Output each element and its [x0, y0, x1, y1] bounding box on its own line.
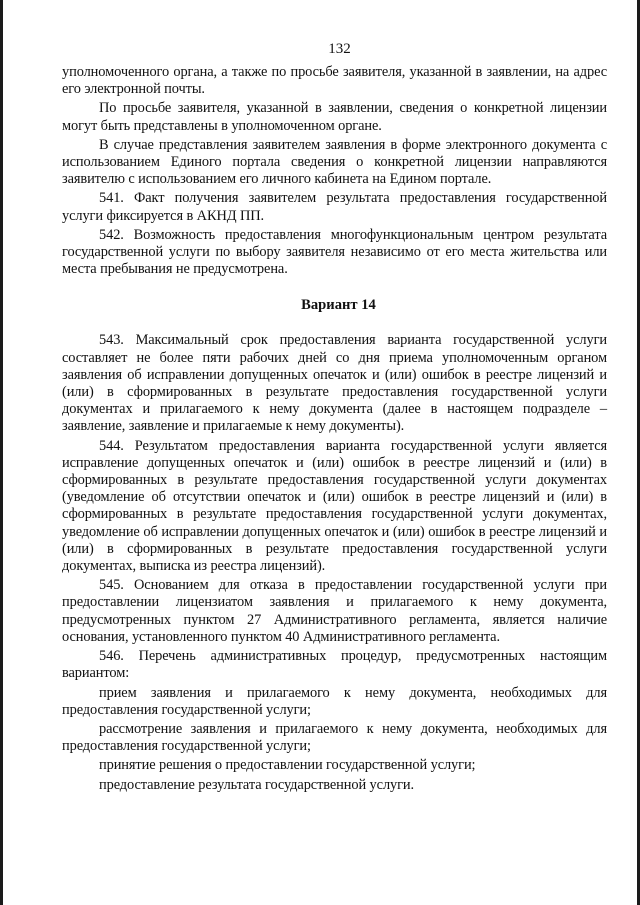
list-item: предоставление результата государственной услуги.	[99, 776, 415, 793]
paragraph: По просьбе заявителя, указанной в заявлении, сведения о конкретной лицензии могут быть представлены в уполномоченном органе.	[62, 100, 607, 134]
paragraph: В случае представления заявителем заявления в форме электронного документа с использованием Единого портала сведения о конкретной лицензии направляются заявителю с использованием его личного кабинета на Едином портале.	[62, 136, 607, 188]
list-item: принятие решения о предоставлении государственной услуги;	[99, 757, 476, 774]
paragraph: уполномоченного органа, а также по просьбе заявителя, указанной в заявлении, на адрес его электронной почты.	[62, 64, 607, 98]
paragraph: 542. Возможность предоставления многофункциональным центром результата государственной услуги по выбору заявителя независимо от его места жительства или места пребывания не предусмотрена.	[62, 226, 607, 278]
list-item: рассмотрение заявления и прилагаемого к нему документа, необходимых для предоставления государственной услуги;	[62, 720, 607, 755]
paragraph: 544. Результатом предоставления варианта государственной услуги является исправление допущенных опечаток и (или) ошибок в реестре лицензий и (или) в сформированных в результате предоставления государственной услуги документах (уведомление об отсутствии опечаток и (или) ошибок в реестре лицензий и (или) в сформированных в результате предоставления государственной услуги документах, уведомление об исправлении допущенных опечаток и (или) ошибок в реестре лицензий и (или) в сформированных в результате предоставления государственной услуги документах, выписка из реестра лицензий).	[62, 437, 607, 575]
paragraph: 541. Факт получения заявителем результата предоставления государственной услуги фиксируется в АКНД ПП.	[62, 190, 607, 224]
page-number: 132	[328, 41, 351, 57]
paragraph: 546. Перечень административных процедур, предусмотренных настоящим вариантом:	[62, 648, 607, 682]
section-title: Вариант 14	[301, 297, 376, 314]
scan-edge-left	[0, 0, 3, 905]
list-item: прием заявления и прилагаемого к нему документа, необходимых для предоставления государственной услуги;	[62, 684, 607, 718]
paragraph: 543. Максимальный срок предоставления варианта государственной услуги составляет не более пяти рабочих дней со дня приема уполномоченным органом заявления об исправлении допущенных опечаток и (или) ошибок в реестре лицензий и (или) в сформированных в результате предоставления государственной услуги документах и прилагаемого к нему документа (далее в настоящем подразделе – заявление, заявление и прилагаемые к нему документы).	[62, 332, 607, 435]
document-page	[62, 40, 607, 796]
paragraph: 545. Основанием для отказа в предоставлении государственной услуги при предоставлении лицензиатом заявления и прилагаемого к нему документа, предусмотренных пунктом 27 Административного регламента, является наличие основания, установленного пунктом 40 Административного регламента.	[62, 577, 607, 645]
